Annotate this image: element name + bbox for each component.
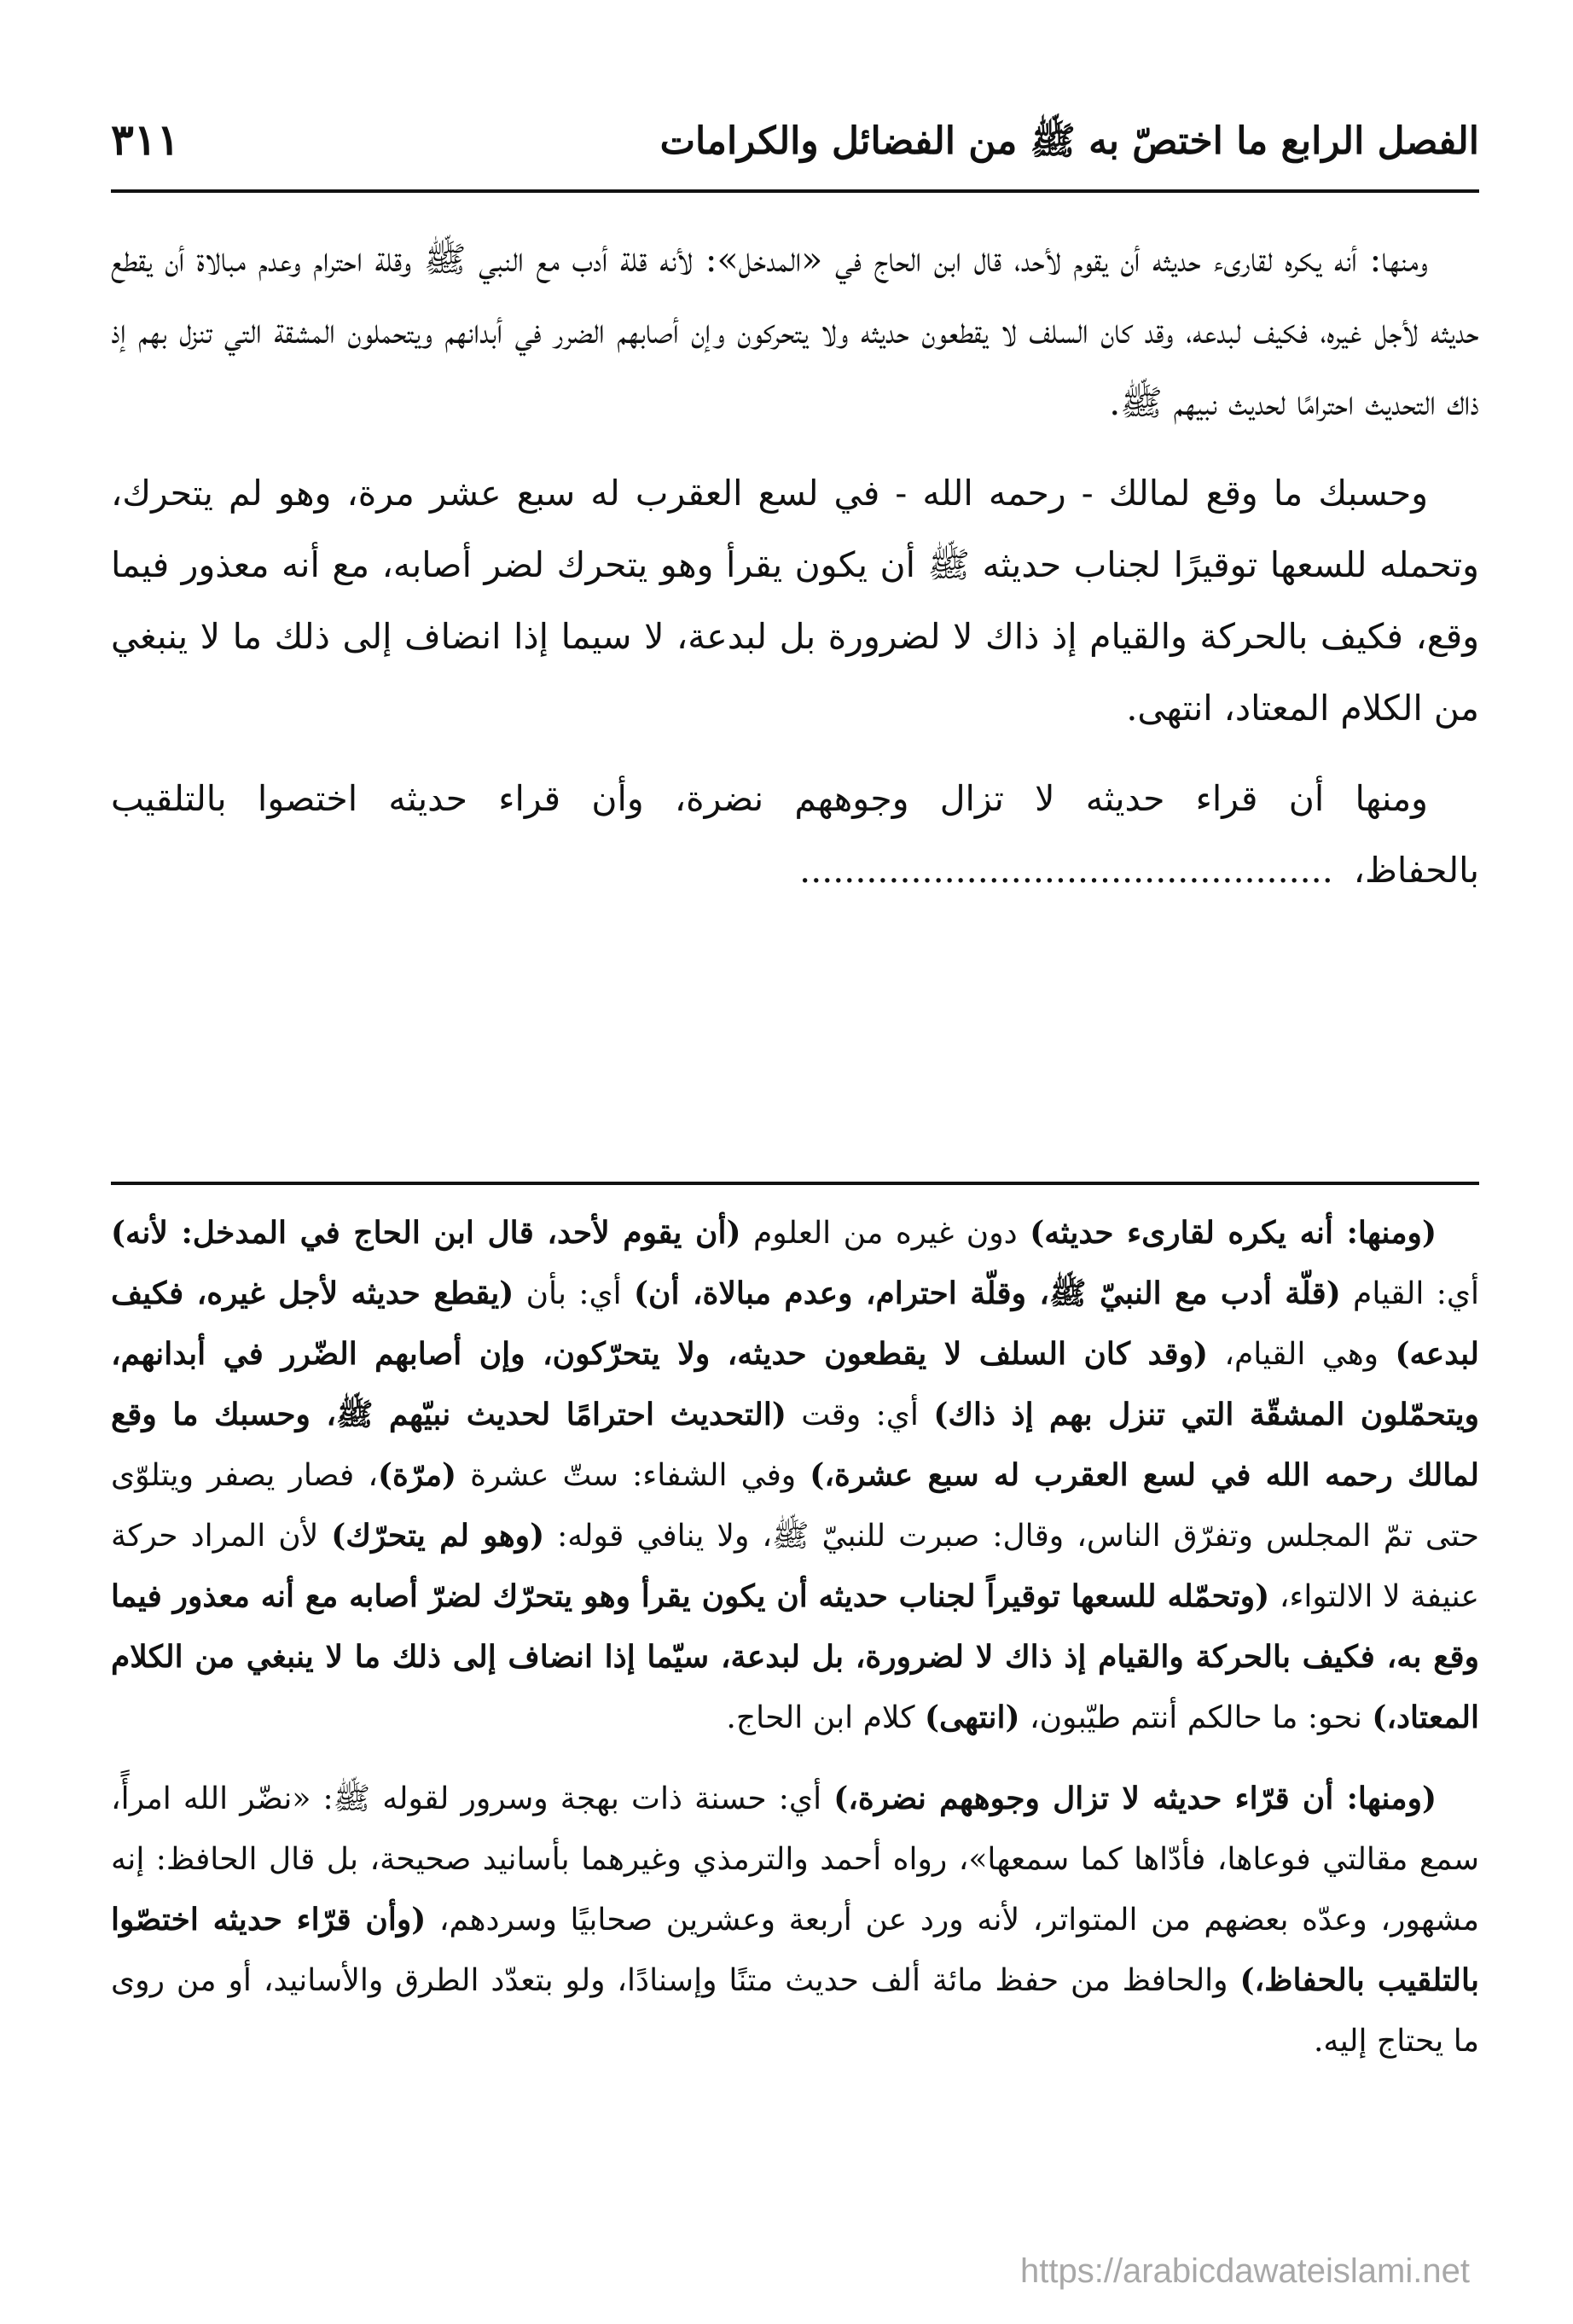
commentary-paragraph-2 — [111, 1769, 1479, 2071]
quoted-matn-segment: (التحديث احترامًا لحديث نبيّهم ﷺ، وحسبك ما وقع لمالك رحمه الله في لسع العقرب له سبع عشرة،) — [111, 1397, 1479, 1493]
quoted-matn-segment: (قلّة أدب مع النبيّ ﷺ، وقلّة احترام، وعدم مبالاة، أن) — [633, 1275, 1341, 1311]
main-paragraph-3 — [111, 763, 1479, 906]
quoted-matn-segment: (وهو لم يتحرّك) — [331, 1518, 545, 1554]
commentary-segment: وفي الشفاء: ستّ عشرة — [456, 1458, 810, 1493]
commentary-segment: ، فصار يصفر ويتلوّى حتى تمّ المجلس وتفرّق الناس، وقال: صبرت للنبيّ ﷺ، ولا ينافي قوله: — [111, 1458, 1479, 1554]
quoted-matn-segment: (وقد كان السلف لا يقطعون حديثه، ولا يتحرّكون، وإن أصابهم الضّرر في أبدانهم، ويتحمّلون المشقّة التي تنزل بهم إذ ذاك) — [111, 1336, 1479, 1432]
quoted-matn-segment: (وأن قرّاء حديثه اختصّوا بالتلقيب بالحفاظ،) — [111, 1902, 1480, 1998]
page-number: ٣١١ — [111, 114, 180, 165]
header-rule — [111, 189, 1479, 193]
commentary-segment: أي: بأن — [514, 1276, 634, 1311]
main-paragraph-2: وحسبك ما وقع لمالك - رحمه الله - في لسع العقرب له سبع عشر مرة، وهو لم يتحرك، وتحمله للسعها توقيرًا لجناب حديثه ﷺ أن يكون يقرأ وهو يتحرك لضر أصابه، مع أنه معذور فيما وقع، فكيف بالحركة والقيام إذ ذاك لا لضرورة بل لبدعة، لا سيما إذا انضاف إلى ذلك ما لا ينبغي من الكلام المعتاد، انتهى. — [111, 473, 1479, 729]
commentary-segment: دون غيره من العلوم — [740, 1216, 1030, 1251]
quoted-matn-segment: (أن يقوم لأحد، قال ابن الحاج في المدخل: لأنه) — [111, 1215, 741, 1251]
quoted-matn-segment: (انتهى) — [924, 1699, 1020, 1735]
commentary-segment: لأن المراد حركة عنيفة لا الالتواء، — [111, 1519, 1479, 1614]
main-text — [111, 224, 1479, 920]
commentary-segment: أي: حسنة ذات بهجة وسرور لقوله ﷺ: «نضّر الله امرأً، سمع مقالتي فوعاها، فأدّاها كما سمعها»، رواه أحمد والترمذي وغيرهما بأسانيد صحيحة، بل قال الحافظ: إنه مشهور، وعدّه بعضهم من المتواتر، لأنه ورد عن أربعة وعشرين صحابيًا وسردهم، — [111, 1781, 1479, 1938]
quoted-matn-segment: (ومنها: أنه يكره لقارىء حديثه) — [1030, 1215, 1437, 1251]
page-header — [111, 109, 1479, 186]
quoted-matn-segment: (مرّة) — [377, 1457, 457, 1493]
commentary-segment: وهي القيام، — [1208, 1337, 1396, 1372]
main-paragraph-3-text: ومنها أن قراء حديثه لا تزال وجوههم نضرة، وأن قراء حديثه اختصوا بالتلقيب بالحفاظ، — [111, 778, 1479, 891]
quoted-matn-segment: (ومنها: أن قرّاء حديثه لا تزال وجوههم نضرة،) — [833, 1781, 1437, 1816]
watermark-url: https://arabicdawateislami.net — [1020, 2252, 1470, 2290]
commentary-segment: كلام ابن الحاج. — [726, 1700, 925, 1735]
quoted-matn-segment: (وتحمّله للسعها توقيراً لجناب حديثه أن يكون يقرأ وهو يتحرّك لضرّ أصابه مع أنه معذور فيما وقع به، فكيف بالحركة والقيام إذ ذاك لا لضرورة، بل لبدعة، سيّما إذا انضاف إلى ذلك ما لا ينبغي من الكلام المعتاد،) — [111, 1578, 1479, 1735]
commentary-segment: والحافظ من حفظ مائة ألف حديث متنًا وإسنادًا، ولو بتعدّد الطرق والأسانيد، أو من روى ما يحتاج إليه. — [111, 1963, 1479, 2059]
chapter-title: الفصل الرابع ما اختصّ به ﷺ من الفضائل والكرامات — [659, 119, 1479, 163]
commentary-segment: أي: وقت — [786, 1397, 934, 1432]
commentary-text — [111, 1203, 1479, 2092]
quoted-matn-segment: (يقطع حديثه لأجل غيره، فكيف لبدعه) — [111, 1275, 1479, 1372]
main-paragraph-1: ومنها: أنه يكره لقارىء حديثه أن يقوم لأحد، قال ابن الحاج في «المدخل»: لأنه قلة أدب مع النبي ﷺ وقلة احترام وعدم مبالاة أن يقطع حديثه لأجل غيره، فكيف لبدعه، وقد كان السلف لا يقطعون حديثه ولا يتحركون وإن أصابهم الضرر في أبدانهم ويتحملون المشقة التي تنزل بهم إذ ذاك التحديث احترامًا لحديث نبيهم ﷺ. — [111, 239, 1479, 423]
commentary-segment: أي: القيام — [1340, 1276, 1479, 1311]
continuation-dots: ................................................ — [799, 850, 1333, 891]
footnote-separator — [111, 1182, 1479, 1185]
commentary-segment: نحو: ما حالكم أنتم طيّبون، — [1019, 1700, 1373, 1735]
commentary-paragraph-1 — [111, 1203, 1479, 1748]
